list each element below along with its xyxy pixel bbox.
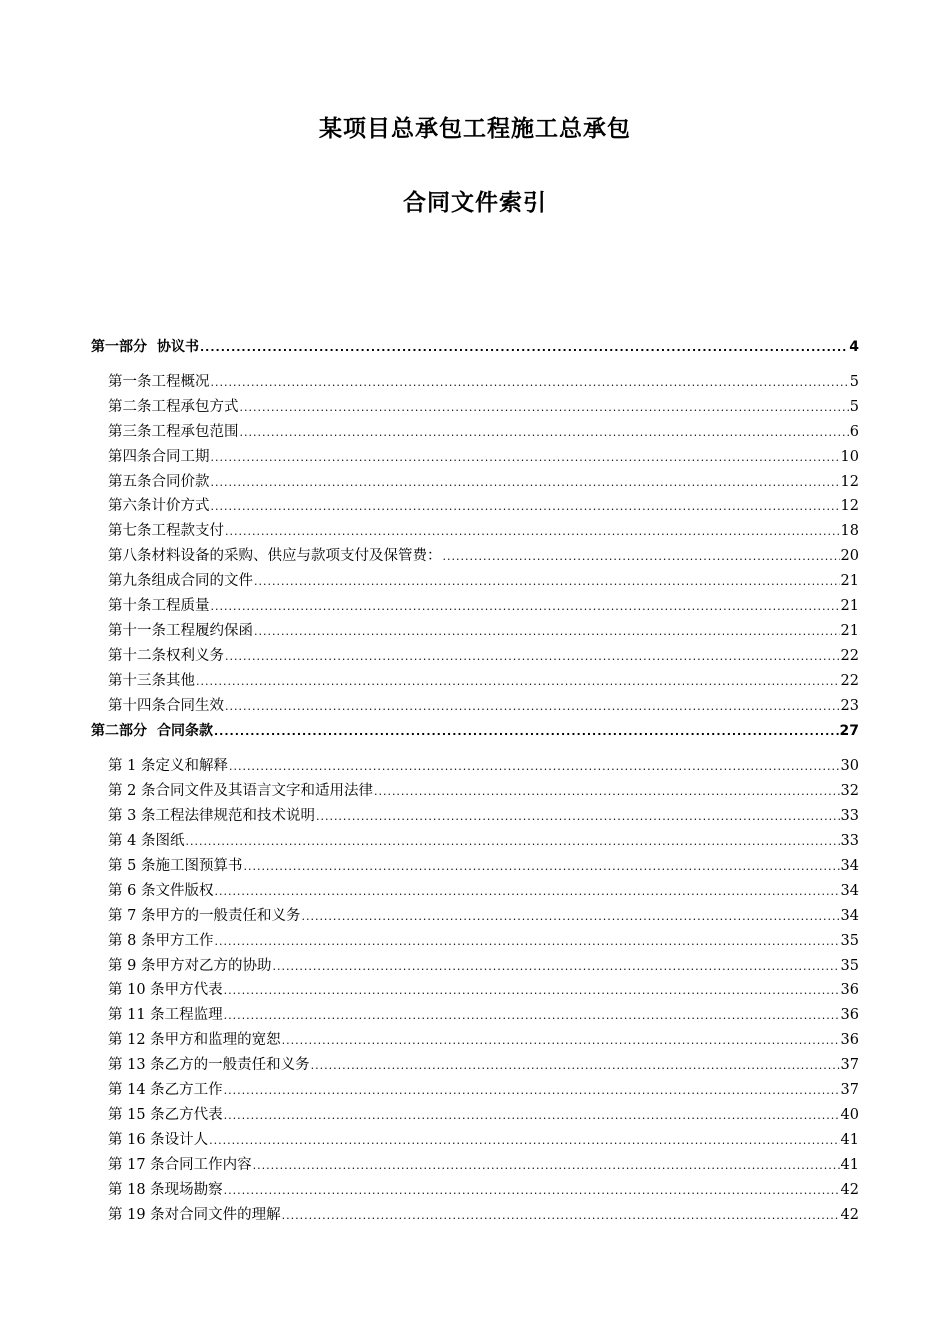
toc-entry-number: 第四条: [108, 448, 152, 465]
toc-entry[interactable]: [91, 519, 859, 544]
toc-page-number: 41: [840, 1131, 859, 1148]
dot-leader: [214, 935, 839, 948]
dot-leader: [211, 376, 849, 389]
dot-leader: [316, 810, 840, 823]
dot-leader: [224, 1184, 840, 1197]
toc-entry-label: 图纸: [155, 833, 185, 850]
toc-entry-number: 第 13 条: [108, 1057, 165, 1074]
toc-entry-label: 乙方代表: [164, 1106, 223, 1123]
toc-entry-label: 甲方和监理的宽恕: [164, 1032, 281, 1049]
toc-entry[interactable]: [91, 1128, 859, 1153]
toc-page-number: 36: [840, 1007, 859, 1024]
toc-entry[interactable]: [91, 544, 859, 569]
toc-entry[interactable]: [91, 420, 859, 445]
toc-entry-label: 工程质量: [151, 598, 210, 615]
dot-leader: [211, 476, 840, 489]
toc-entry-number: 第 12 条: [108, 1032, 165, 1049]
toc-entry-label: 组成合同的文件: [151, 573, 253, 590]
toc-entry[interactable]: [91, 754, 859, 779]
toc-entry-number: 第 16 条: [108, 1131, 165, 1148]
toc-page-number: 34: [840, 858, 859, 875]
toc-entry-number: 第 19 条: [108, 1206, 165, 1223]
dot-leader: [253, 1159, 840, 1172]
toc-entry-number: 第 6 条: [108, 882, 156, 899]
toc-entry[interactable]: [91, 829, 859, 854]
toc-entry-number: 第十四条: [108, 697, 166, 714]
toc-entry[interactable]: [91, 669, 859, 694]
toc-part-heading[interactable]: [91, 336, 859, 362]
dot-leader: [225, 525, 840, 538]
toc-page-number: 37: [840, 1057, 859, 1074]
toc-entry-number: 第 11 条: [108, 1007, 165, 1024]
toc-page-number: 37: [840, 1082, 859, 1099]
toc-entry[interactable]: [91, 1053, 859, 1078]
dot-leader: [196, 675, 840, 688]
toc-entry-number: 第 7 条: [108, 907, 156, 924]
toc-entry[interactable]: [91, 370, 859, 395]
document-title: 某项目总承包工程施工总承包: [319, 116, 631, 142]
toc-entry-number: 第三条: [108, 423, 152, 440]
toc-entry-label: 工程承包方式: [151, 398, 239, 415]
dot-leader: [240, 401, 849, 414]
dot-leader: [185, 835, 839, 848]
toc-entry-number: 第 15 条: [108, 1106, 165, 1123]
dot-leader: [225, 650, 840, 663]
toc-entry-label: 合同工期: [151, 448, 210, 465]
toc-page-number: 22: [840, 672, 859, 689]
toc-entry[interactable]: [91, 804, 859, 829]
dot-leader: [224, 984, 840, 997]
toc-entry-label: 工程监理: [164, 1007, 223, 1024]
toc-page-number: 23: [840, 697, 859, 714]
toc-entry[interactable]: [91, 929, 859, 954]
toc-entry[interactable]: [91, 694, 859, 719]
toc-entry-number: 第八条: [108, 548, 152, 565]
toc-entry-number: 第七条: [108, 523, 152, 540]
toc-page-number: 40: [840, 1106, 859, 1123]
toc-entry-number: 第 1 条: [108, 758, 156, 775]
toc-page-number: 21: [840, 573, 859, 590]
table-of-contents: [91, 334, 859, 1227]
dot-leader: [254, 625, 840, 638]
toc-page-number: 42: [840, 1206, 859, 1223]
dot-leader: [243, 860, 839, 873]
toc-entry-label: 材料设备的采购、供应与款项支付及保管费：: [151, 548, 442, 565]
toc-entry[interactable]: [91, 1153, 859, 1178]
dot-leader: [200, 341, 848, 354]
toc-page-number: 27: [839, 723, 859, 740]
toc-entry-number: 第 17 条: [108, 1156, 165, 1173]
dot-leader: [254, 575, 840, 588]
toc-page-number: 36: [840, 982, 859, 999]
toc-page-number: 21: [840, 598, 859, 615]
toc-page-number: 21: [840, 622, 859, 639]
dot-leader: [225, 700, 840, 713]
toc-entry-label: 现场勘察: [164, 1181, 223, 1198]
toc-page-number: 22: [840, 647, 859, 664]
document-subtitle: 合同文件索引: [403, 190, 547, 216]
toc-page-number: 20: [840, 548, 859, 565]
toc-entry-number: 第 2 条: [108, 783, 156, 800]
toc-entry-label: 其他: [166, 672, 195, 689]
toc-entry-label: 合同工作内容: [164, 1156, 252, 1173]
toc-entry-number: 第 18 条: [108, 1181, 165, 1198]
toc-page-number: 34: [840, 882, 859, 899]
dot-leader: [272, 960, 839, 973]
toc-entry[interactable]: [91, 1103, 859, 1128]
toc-entry-label: 工程概况: [151, 374, 210, 390]
toc-page-number: 6: [849, 423, 859, 440]
toc-entry[interactable]: [91, 1028, 859, 1053]
toc-entry-number: 第十一条: [108, 622, 166, 639]
toc-entry-number: 第 14 条: [108, 1082, 165, 1099]
toc-entry-label: 文件版权: [155, 882, 214, 899]
toc-entry-number: 第二条: [108, 398, 152, 415]
toc-entry-label: 乙方工作: [164, 1082, 223, 1099]
toc-entry-label: 乙方的一般责任和义务: [164, 1057, 310, 1074]
toc-entry-number: 第 4 条: [108, 833, 156, 850]
dot-leader: [240, 426, 849, 439]
toc-entry[interactable]: [91, 904, 859, 929]
toc-entry-number: 第五条: [108, 473, 152, 490]
toc-entry-number: 第十二条: [108, 647, 166, 664]
toc-entry[interactable]: [91, 494, 859, 519]
toc-entry-label: 甲方工作: [155, 932, 214, 949]
toc-entry-label: 协议书: [157, 339, 199, 355]
toc-entry-label: 合同价款: [151, 473, 210, 490]
toc-page-number: 18: [840, 523, 859, 540]
toc-entry[interactable]: [91, 470, 859, 495]
toc-entry-number: 第 8 条: [108, 932, 156, 949]
toc-entry[interactable]: [91, 854, 859, 879]
toc-entry-label: 合同生效: [166, 697, 224, 714]
toc-page-number: 33: [840, 833, 859, 850]
toc-page-number: 35: [840, 957, 859, 974]
toc-entry[interactable]: [91, 779, 859, 804]
toc-entry-label: 工程履约保函: [166, 622, 253, 639]
toc-entry-label: 工程法律规范和技术说明: [155, 808, 315, 825]
toc-entry-number: 第二部分: [91, 723, 147, 740]
toc-entry-label: 甲方的一般责任和义务: [155, 907, 301, 924]
toc-page-number: 12: [840, 498, 859, 515]
toc-entry-number: 第十条: [108, 598, 152, 615]
toc-entry-label: 权利义务: [166, 647, 224, 664]
toc-page-number: 42: [840, 1181, 859, 1198]
toc-entry-number: 第 10 条: [108, 982, 165, 999]
toc-entry-label: 合同条款: [157, 723, 213, 740]
dot-leader: [229, 760, 840, 773]
toc-entry-number: 第 5 条: [108, 858, 156, 875]
toc-entry[interactable]: [91, 594, 859, 619]
toc-entry-label: 计价方式: [151, 498, 210, 515]
dot-leader: [443, 550, 840, 563]
dot-leader: [224, 1109, 840, 1122]
dot-leader: [224, 1009, 840, 1022]
dot-leader: [209, 1134, 839, 1147]
toc-entry[interactable]: [91, 445, 859, 470]
dot-leader: [211, 600, 840, 613]
toc-page-number: 12: [840, 473, 859, 490]
toc-page-number: 30: [840, 758, 859, 775]
toc-entry[interactable]: [91, 1178, 859, 1203]
toc-entry[interactable]: [91, 978, 859, 1003]
dot-leader: [224, 1084, 840, 1097]
toc-entry-label: 对合同文件的理解: [164, 1206, 281, 1223]
toc-page-number: 4: [849, 339, 859, 355]
toc-entry-number: 第一条: [108, 374, 152, 390]
toc-entry-label: 工程承包范围: [151, 423, 239, 440]
toc-entry-label: 合同文件及其语言文字和适用法律: [155, 783, 373, 800]
toc-part-heading[interactable]: [91, 720, 859, 746]
toc-page-number: 5: [849, 374, 859, 390]
toc-entry-number: 第 9 条: [108, 957, 156, 974]
toc-entry[interactable]: [91, 879, 859, 904]
dot-leader: [374, 785, 840, 798]
toc-page-number: 41: [840, 1156, 859, 1173]
dot-leader: [282, 1034, 840, 1047]
toc-page-number: 32: [840, 783, 859, 800]
toc-entry[interactable]: [91, 1003, 859, 1028]
dot-leader: [211, 500, 840, 513]
toc-entry-label: 施工图预算书: [155, 858, 243, 875]
toc-entry-label: 甲方代表: [164, 982, 223, 999]
dot-leader: [214, 725, 839, 738]
toc-entry-number: 第六条: [108, 498, 152, 515]
toc-entry[interactable]: [91, 644, 859, 669]
toc-page-number: 36: [840, 1032, 859, 1049]
toc-entry-number: 第一部分: [91, 339, 147, 355]
toc-entry-label: 设计人: [164, 1131, 209, 1148]
dot-leader: [282, 1209, 840, 1222]
toc-entry-label: 甲方对乙方的协助: [155, 957, 272, 974]
toc-entry-number: 第九条: [108, 573, 152, 590]
toc-entry[interactable]: [91, 1203, 859, 1228]
dot-leader: [211, 451, 840, 464]
toc-page-number: 5: [849, 398, 859, 415]
toc-entry[interactable]: [91, 395, 859, 420]
toc-entry-label: 定义和解释: [155, 758, 228, 775]
toc-page-number: 33: [840, 808, 859, 825]
toc-page-number: 35: [840, 932, 859, 949]
toc-entry[interactable]: [91, 619, 859, 644]
toc-entry[interactable]: [91, 954, 859, 979]
toc-entry-number: 第十三条: [108, 672, 166, 689]
toc-page-number: 10: [840, 448, 859, 465]
toc-entry[interactable]: [91, 569, 859, 594]
dot-leader: [301, 910, 839, 923]
toc-entry-number: 第 3 条: [108, 808, 156, 825]
dot-leader: [214, 885, 839, 898]
toc-entry[interactable]: [91, 1078, 859, 1103]
toc-page-number: 34: [840, 907, 859, 924]
dot-leader: [311, 1059, 840, 1072]
toc-entry-label: 工程款支付: [151, 523, 224, 540]
